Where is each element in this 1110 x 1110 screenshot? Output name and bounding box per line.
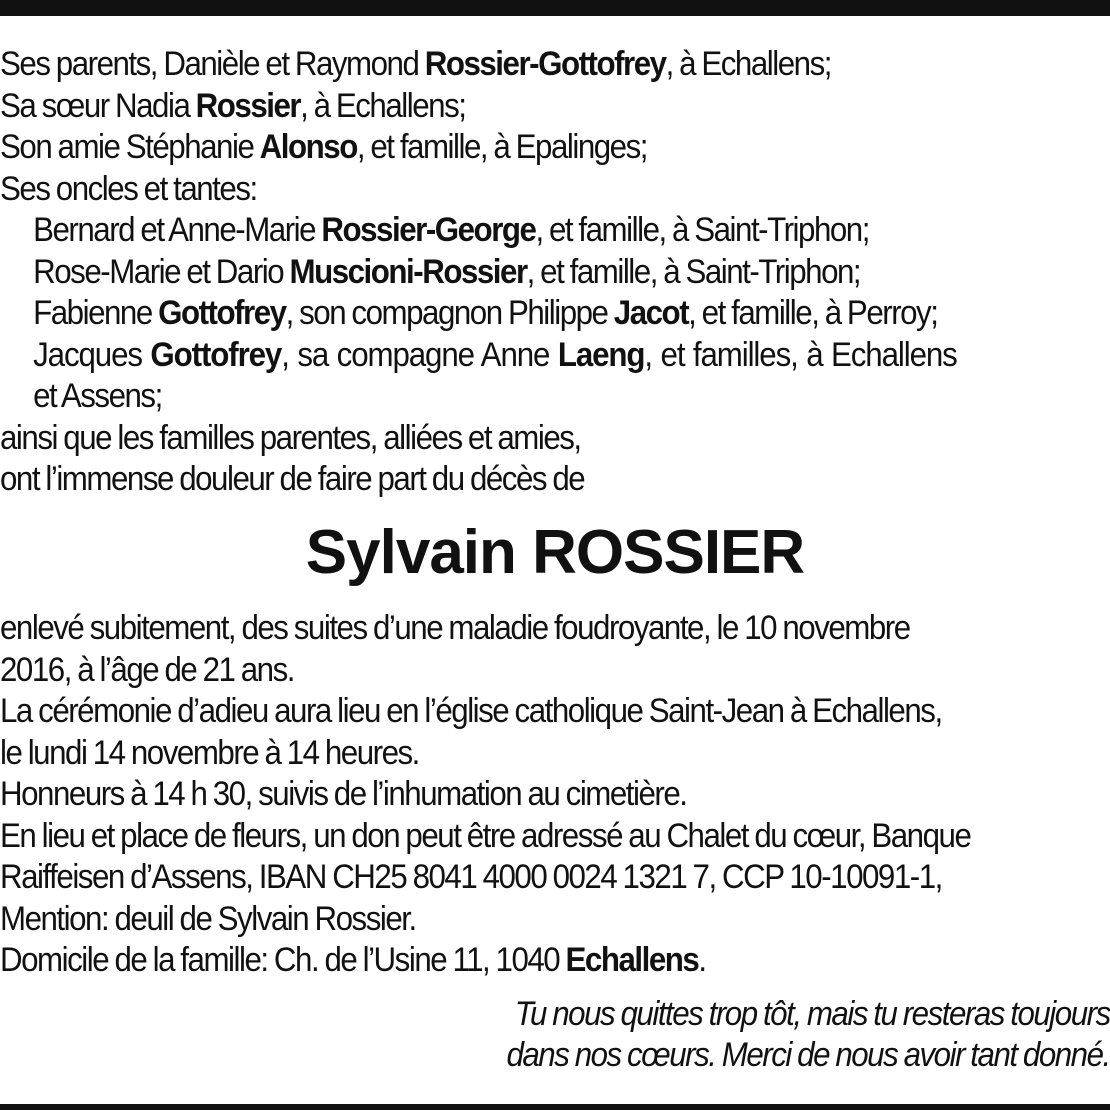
announcement-line: Sa sœur Nadia Rossier, à Echallens; (0, 86, 466, 125)
announcement-line: ont l’immense douleur de faire part du décès de (0, 460, 585, 498)
family-name: Rossier-George (321, 211, 536, 249)
announcement-line: Jacques Gottofrey, sa compagne Anne Laeng, et familles, à Echallens (33, 335, 957, 374)
details-line: 2016, à l’âge de 21 ans. (0, 650, 294, 689)
quote-line: dans nos cœurs. Merci de nous avoir tant donné. (506, 1036, 1110, 1074)
family-name: Rossier (195, 86, 301, 125)
ceremony-details (0, 608, 1110, 982)
announcement-line: Bernard et Anne-Marie Rossier-George, et famille, à Saint-Triphon; (33, 211, 869, 249)
family-name: Alonso (259, 128, 357, 166)
family-name: Rossier-Gottofrey (424, 45, 666, 83)
details-line: Mention: deuil de Sylvain Rossier. (0, 899, 416, 938)
family-name: Gottofrey (150, 335, 282, 374)
family-name: Jacot (613, 294, 689, 332)
family-name: Gottofrey (158, 294, 286, 332)
bottom-rule (0, 1104, 1110, 1110)
quote-line: Tu nous quittes trop tôt, mais tu resteras toujours (514, 995, 1110, 1033)
details-line: Honneurs à 14 h 30, suivis de l’inhumation au cimetière. (0, 775, 687, 813)
announcement-line: et Assens; (33, 377, 162, 415)
announcement-line: Son amie Stéphanie Alonso, et famille, à Epalinges; (0, 128, 648, 166)
announcement-line: Fabienne Gottofrey, son compagnon Philippe Jacot, et famille, à Perroy; (33, 294, 938, 332)
details-line: enlevé subitement, des suites d’une maladie foudroyante, le 10 novembre (0, 609, 910, 647)
details-line: Raiffeisen d’Assens, IBAN CH25 8041 4000 0024 1321 7, CCP 10-10091-1, (0, 858, 942, 896)
announcement-line: Ses oncles et tantes: (0, 169, 257, 208)
announcement-line: ainsi que les familles parentes, alliées et amies, (0, 418, 581, 457)
domicile-line: Domicile de la famille: Ch. de l’Usine 11, 1040 Echallens. (0, 941, 706, 979)
domicile-city: Echallens (565, 941, 699, 979)
top-rule (0, 0, 1110, 16)
closing-quote (507, 994, 1110, 1076)
details-line: La cérémonie d’adieu aura lieu en l’église catholique Saint-Jean à Echallens, (0, 692, 942, 730)
deceased-name: Sylvain ROSSIER (305, 518, 805, 587)
family-announcement (0, 44, 1110, 501)
details-line: En lieu et place de fleurs, un don peut être adressé au Chalet du cœur, Banque (0, 816, 971, 855)
announcement-line: Rose-Marie et Dario Muscioni-Rossier, et famille, à Saint-Triphon; (33, 252, 861, 291)
announcement-line: Ses parents, Danièle et Raymond Rossier-Gottofrey, à Echallens; (0, 45, 831, 83)
family-name: Laeng (557, 335, 645, 374)
details-line: le lundi 14 novembre à 14 heures. (0, 733, 419, 772)
family-name: Muscioni-Rossier (289, 252, 527, 291)
